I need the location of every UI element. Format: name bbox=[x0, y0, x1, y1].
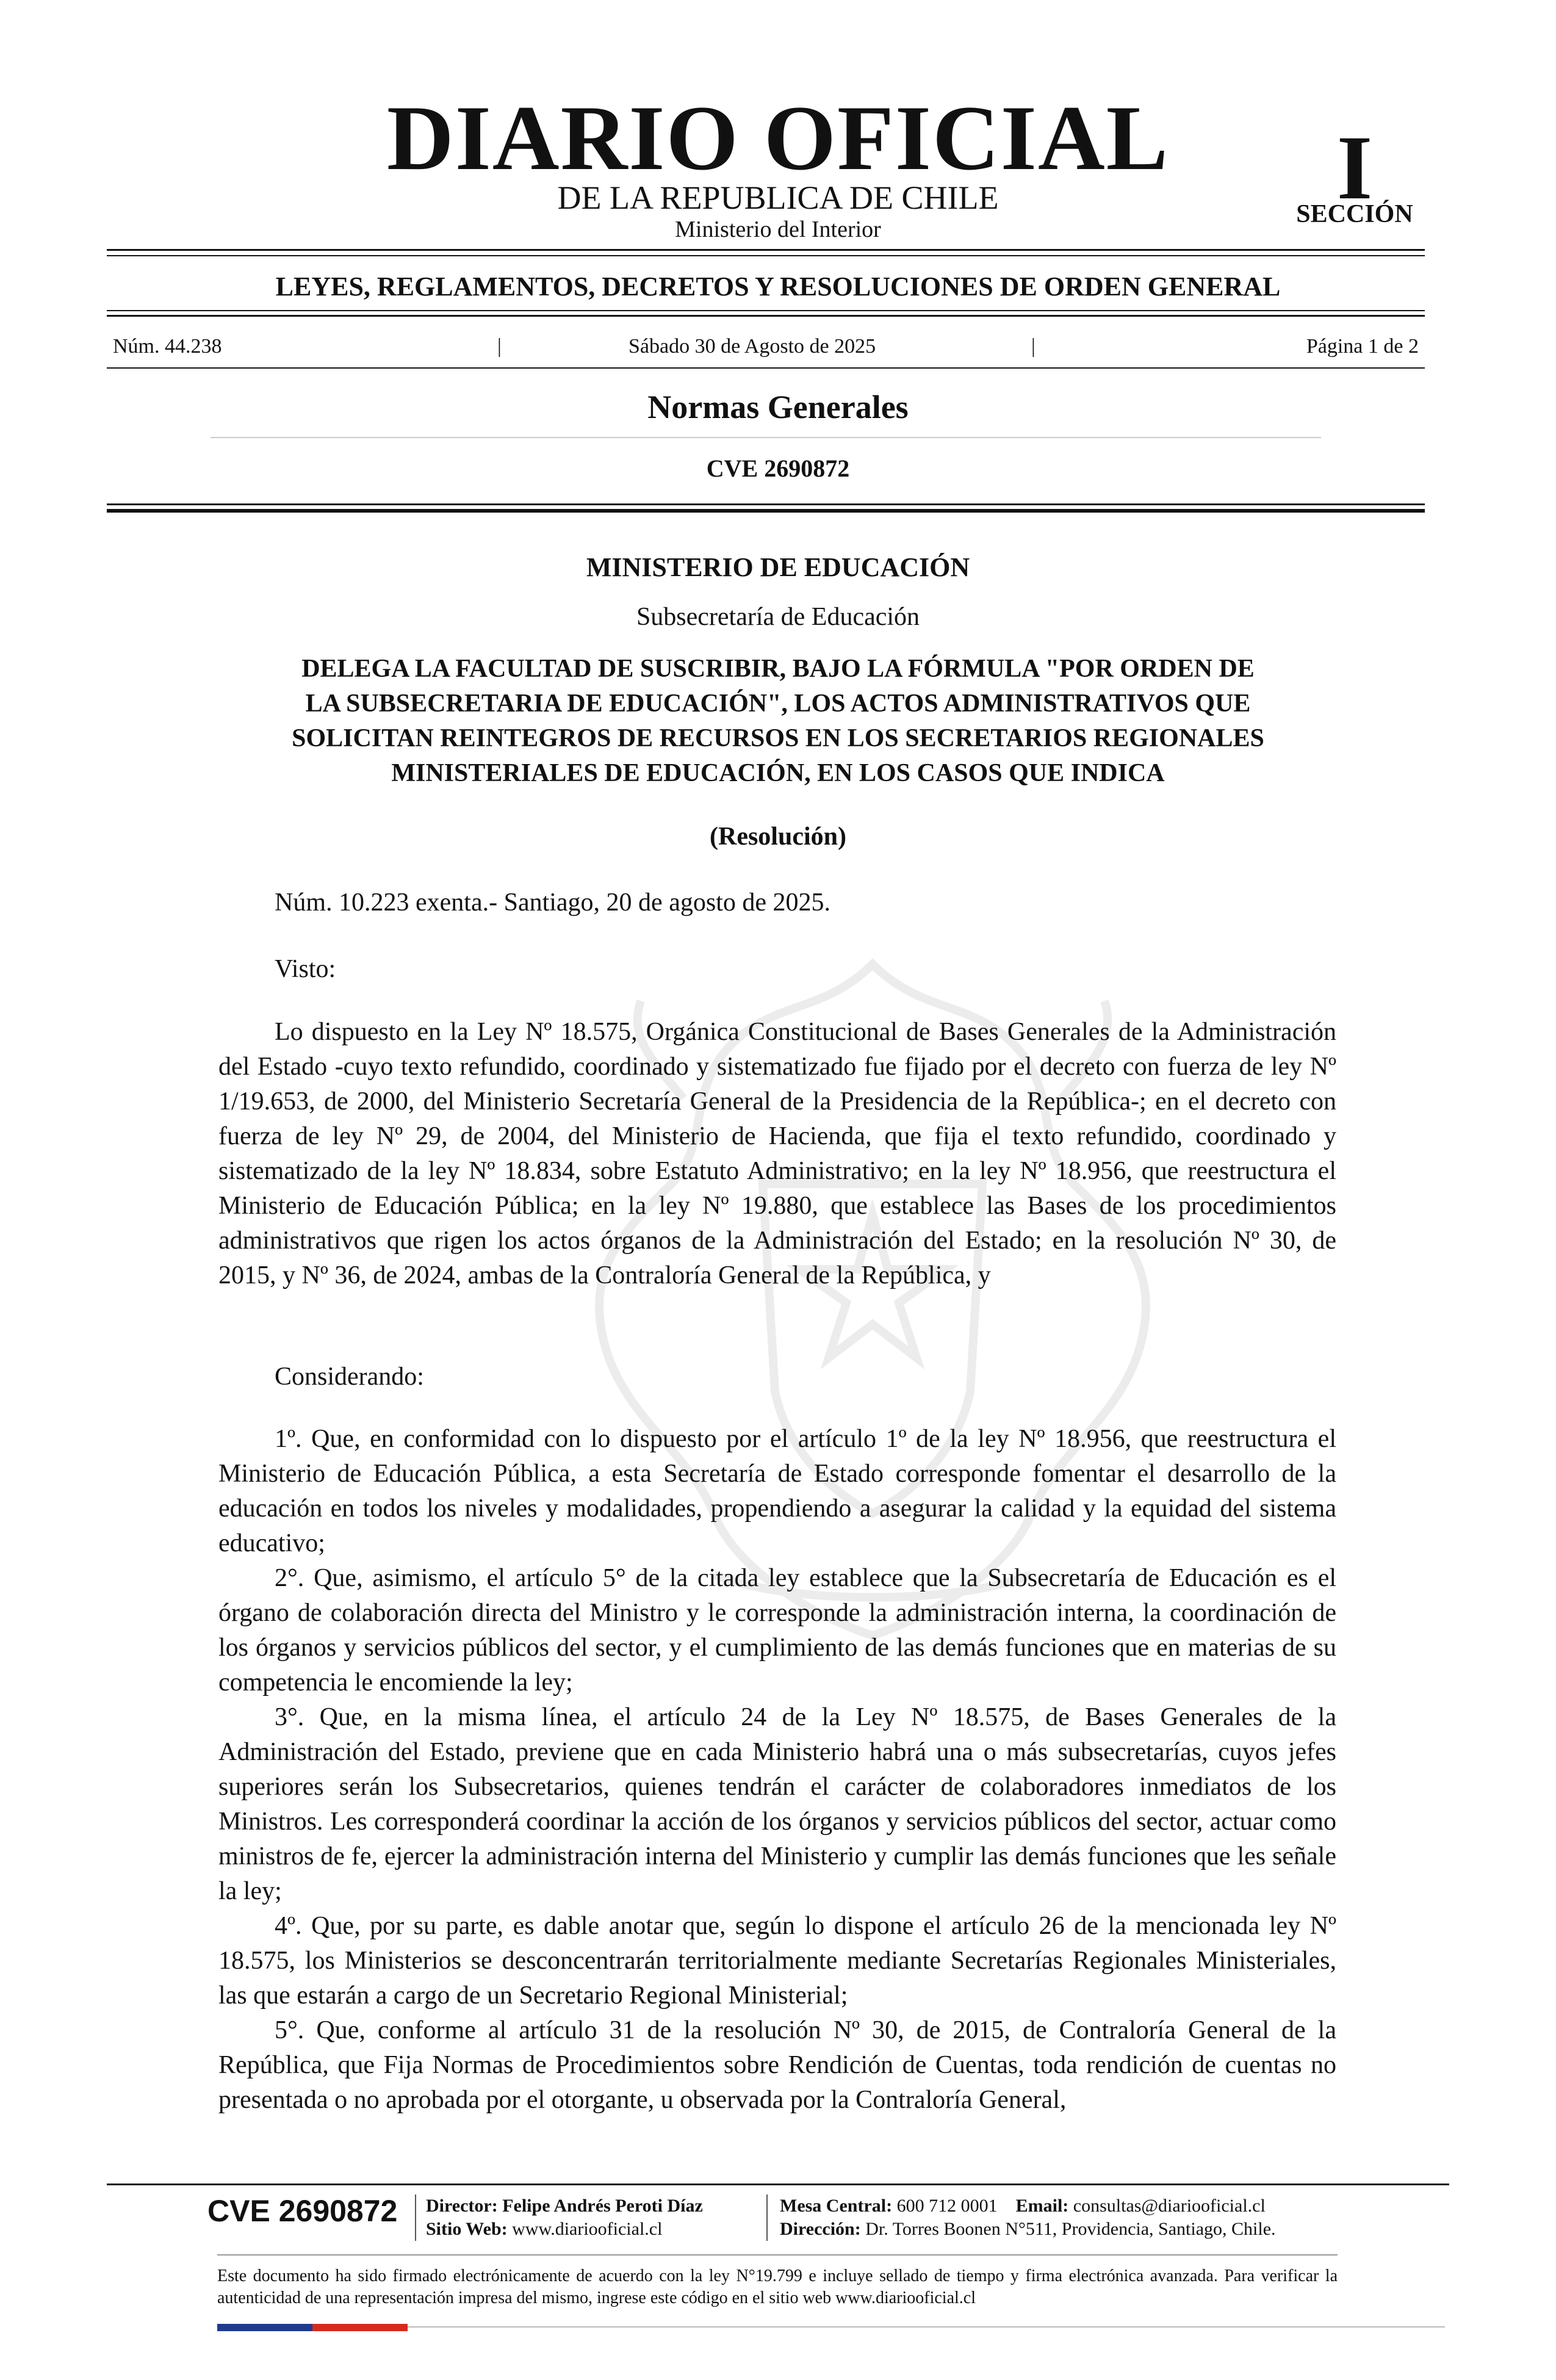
resolution-title-line: MINISTERIALES DE EDUCACIÓN, EN LOS CASOS QUE INDICA bbox=[391, 759, 1165, 787]
issue-separator-2: | bbox=[1031, 335, 1036, 358]
issue-info-row bbox=[113, 334, 1419, 359]
masthead-subheading: LEYES, REGLAMENTOS, DECRETOS Y RESOLUCIONES DE ORDEN GENERAL bbox=[275, 272, 1281, 301]
masthead-rule-top bbox=[107, 249, 1425, 251]
section-heading: Normas Generales bbox=[647, 389, 909, 425]
section-heading-divider bbox=[211, 437, 1321, 438]
resolution-title bbox=[207, 652, 1349, 791]
footer-contact-block bbox=[780, 2194, 1276, 2241]
issue-page: Página 1 de 2 bbox=[1306, 335, 1419, 358]
considerando-item: 4º. Que, por su parte, es dable anotar que, según lo dispone el artículo 26 de la mencionada ley Nº 18.575, los Ministerios se desconcentrarán territorialmente mediante Secretarías Regionales Ministeriales, las que estarán a cargo de un Secretario Regional Ministerial; bbox=[218, 1912, 1336, 2010]
resolution-type-label: (Resolución) bbox=[710, 823, 846, 851]
section-cve: CVE 2690872 bbox=[706, 455, 850, 482]
document-subsecretariat: Subsecretaría de Educación bbox=[636, 603, 920, 631]
website-label: Sitio Web: bbox=[426, 2219, 508, 2239]
considerando-label: Considerando: bbox=[275, 1363, 424, 1391]
footer-director-block bbox=[426, 2194, 703, 2241]
website-link[interactable]: www.diariooficial.cl bbox=[512, 2219, 663, 2239]
address-label: Dirección: bbox=[780, 2219, 861, 2239]
email-link[interactable]: consultas@diariooficial.cl bbox=[1073, 2196, 1266, 2216]
phone-value: 600 712 0001 bbox=[896, 2196, 998, 2216]
subheading-rule-1 bbox=[107, 310, 1425, 311]
issue-number: Núm. 44.238 bbox=[113, 335, 222, 358]
subheading-rule-2 bbox=[107, 315, 1425, 317]
footer-separator-1 bbox=[415, 2194, 416, 2241]
masthead-rule-thin bbox=[107, 255, 1425, 256]
resolution-title-line: SOLICITAN REINTEGROS DE RECURSOS EN LOS SECRETARIOS REGIONALES bbox=[292, 724, 1264, 752]
resolution-title-line: LA SUBSECRETARIA DE EDUCACIÓN", LOS ACTOS ADMINISTRATIVOS QUE bbox=[305, 690, 1251, 718]
resolution-title-line: DELEGA LA FACULTAD DE SUSCRIBIR, BAJO LA FÓRMULA "POR ORDEN DE bbox=[301, 655, 1255, 683]
footer-rule-top bbox=[107, 2183, 1449, 2185]
visto-label: Visto: bbox=[275, 955, 336, 983]
cve-rule-1 bbox=[107, 503, 1425, 505]
considerando-item: 3°. Que, en la misma línea, el artículo 24 de la Ley Nº 18.575, de Bases Generales de la Administración del Estado, previene que en cada Ministerio habrá una o más subsecretarías, cuyos jefes superiores serán los Subsecretarios, quienes tendrán el carácter de colaboradores inmediatos de los Ministros. Les corresponderá coordinar la acción de los órganos y servicios públicos del sector, actuar como ministros de fe, ejercer la administración interna del Ministerio y cumplir las demás funciones que les señale la ley; bbox=[218, 1703, 1336, 1905]
section-number: I bbox=[1336, 117, 1373, 218]
footer-separator-2 bbox=[766, 2194, 768, 2241]
footer-rule-bottom bbox=[408, 2326, 1445, 2328]
phone-label: Mesa Central: bbox=[780, 2196, 893, 2216]
issue-date: Sábado 30 de Agosto de 2025 bbox=[629, 335, 876, 358]
footer-signature-note: Este documento ha sido firmado electrónicamente de acuerdo con la ley N°19.799 e incluye sellado de tiempo y firma electrónica avanzada. Para verificar la autenticidad de una representación impresa del mismo, ingrese este código en el sitio web www.diariooficial.cl bbox=[217, 2266, 1338, 2307]
flag-stripe-red bbox=[312, 2324, 408, 2331]
masthead-subtitle: DE LA REPUBLICA DE CHILE bbox=[557, 179, 999, 216]
visto-paragraph bbox=[218, 1015, 1336, 1293]
considerando-item: 2°. Que, asimismo, el artículo 5° de la citada ley establece que la Subsecretaría de Educación es el órgano de colaboración directa del Ministro y le corresponde la administración interna, la coordinación de los órganos y servicios públicos del sector, y el cumplimiento de las demás funciones que en materias de su competencia le encomiende la ley; bbox=[218, 1564, 1336, 1697]
masthead-ministry: Ministerio del Interior bbox=[675, 217, 881, 242]
considerando-list bbox=[218, 1422, 1336, 2118]
issue-rule bbox=[107, 367, 1425, 369]
footer-rule-mid bbox=[217, 2254, 1338, 2256]
considerando-item: 1º. Que, en conformidad con lo dispuesto por el artículo 1º de la ley Nº 18.956, que reestructura el Ministerio de Educación Pública, a esta Secretaría de Estado corresponde fomentar el desarrollo de la educación en todos los niveles y modalidades, propendiendo a asegurar la calidad y la equidad del sistema educativo; bbox=[218, 1425, 1336, 1557]
visto-text: Lo dispuesto en la Ley Nº 18.575, Orgánica Constitucional de Bases Generales de la Administración del Estado -cuyo texto refundido, coordinado y sistematizado fue fijado por el decreto con fuerza de ley Nº 1/19.653, de 2000, del Ministerio Secretaría General de la Presidencia de la República-; en el decreto con fuerza de ley Nº 29, de 2004, del Ministerio de Hacienda, que fija el texto refundido, coordinado y sistematizado de la ley Nº 18.834, sobre Estatuto Administrativo; en la ley Nº 18.956, que reestructura el Ministerio de Educación Pública; en la ley Nº 19.880, que establece las Bases de los procedimientos administrativos que rigen los actos órganos de la Administración del Estado; en la resolución Nº 30, de 2015, y Nº 36, de 2024, ambas de la Contraloría General de la República, y bbox=[218, 1018, 1336, 1289]
footer-cve: CVE 2690872 bbox=[207, 2194, 398, 2228]
cve-rule-2 bbox=[107, 509, 1425, 513]
document-ministry: MINISTERIO DE EDUCACIÓN bbox=[586, 552, 970, 582]
issue-separator-1: | bbox=[497, 335, 502, 358]
director-label: Director: bbox=[426, 2196, 498, 2216]
address-value: Dr. Torres Boonen N°511, Providencia, Santiago, Chile. bbox=[865, 2219, 1276, 2239]
considerando-item: 5°. Que, conforme al artículo 31 de la resolución Nº 30, de 2015, de Contraloría General de la República, que Fija Normas de Procedimientos sobre Rendición de Cuentas, toda rendición de cuentas no presentada o no aprobada por el otorgante, u observada por la Contraloría General, bbox=[218, 2016, 1336, 2114]
section-label: SECCIÓN bbox=[1296, 200, 1413, 228]
director-name: Felipe Andrés Peroti Díaz bbox=[502, 2196, 703, 2216]
resolution-number-line: Núm. 10.223 exenta.- Santiago, 20 de agosto de 2025. bbox=[275, 889, 830, 917]
masthead-title: DIARIO OFICIAL bbox=[386, 87, 1170, 189]
email-label: Email: bbox=[1015, 2196, 1069, 2216]
flag-stripe-blue bbox=[217, 2324, 312, 2331]
